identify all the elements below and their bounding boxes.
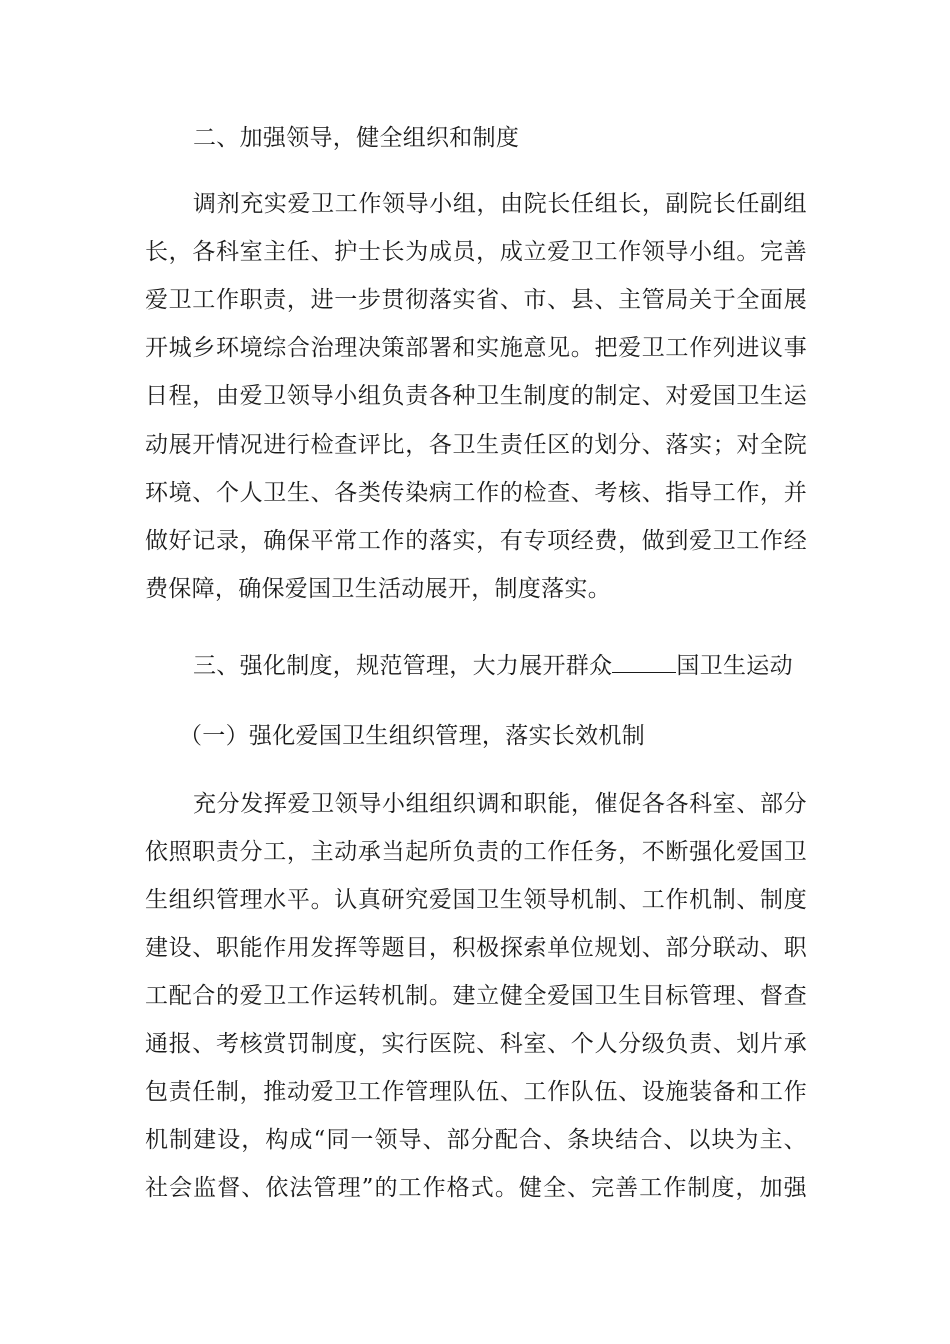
heading-3-text-end: 国卫生运动 [676, 653, 793, 679]
paragraph-line: 环境、个人卫生、各类传染病工作的检查、考核、指导工作，并 [145, 480, 807, 506]
paragraph-line: 动展开情况进行检查评比，各卫生责任区的划分、落实；对全院 [145, 432, 807, 458]
section-heading-2: 二、加强领导，健全组织和制度 [193, 125, 520, 151]
paragraph-line: 依照职责分工，主动承当起所负责的工作任务，不断强化爱国卫 [145, 839, 807, 865]
paragraph-line: 调剂充实爱卫工作领导小组，由院长任组长，副院长任副组 [193, 191, 807, 217]
paragraph-line: 充分发挥爱卫领导小组组织调和职能，催促各各科室、部分 [193, 791, 807, 817]
heading-3-text-start: 三、强化制度，规范管理，大力展开群众 [193, 653, 613, 679]
blank-underline [612, 648, 676, 673]
paragraph-line: 日程，由爱卫领导小组负责各种卫生制度的制定、对爱国卫生运 [145, 383, 807, 409]
paragraph-line: 工配合的爱卫工作运转机制。建立健全爱国卫生目标管理、督查 [145, 983, 807, 1009]
paragraph-line: 费保障，确保爱国卫生活动展开，制度落实。 [145, 576, 611, 602]
paragraph-line: 做好记录，确保平常工作的落实，有专项经费，做到爱卫工作经 [145, 528, 807, 554]
paragraph-line: 建设、职能作用发挥等题目，积极探索单位规划、部分联动、职 [145, 935, 807, 961]
paragraph-line: 长，各科室主任、护士长为成员，成立爱卫工作领导小组。完善 [145, 239, 807, 265]
paragraph-line: 机制建设，构成“同一领导、部分配合、条块结合、以块为主、 [145, 1127, 807, 1153]
paragraph-line: 开城乡环境综合治理决策部署和实施意见。把爱卫工作列进议事 [145, 335, 807, 361]
paragraph-line: 爱卫工作职责，进一步贯彻落实省、市、县、主管局关于全面展 [145, 287, 807, 313]
paragraph-line: 生组织管理水平。认真研究爱国卫生领导机制、工作机制、制度 [145, 887, 807, 913]
subheading-1: （一）强化爱国卫生组织管理，落实长效机制 [179, 723, 645, 749]
paragraph-line: 社会监督、依法管理”的工作格式。健全、完善工作制度，加强 [145, 1175, 807, 1201]
section-heading-3 [193, 646, 793, 686]
paragraph-line: 包责任制，推动爱卫工作管理队伍、工作队伍、设施装备和工作 [145, 1079, 807, 1105]
paragraph-line: 通报、考核赏罚制度，实行医院、科室、个人分级负责、划片承 [145, 1031, 807, 1057]
